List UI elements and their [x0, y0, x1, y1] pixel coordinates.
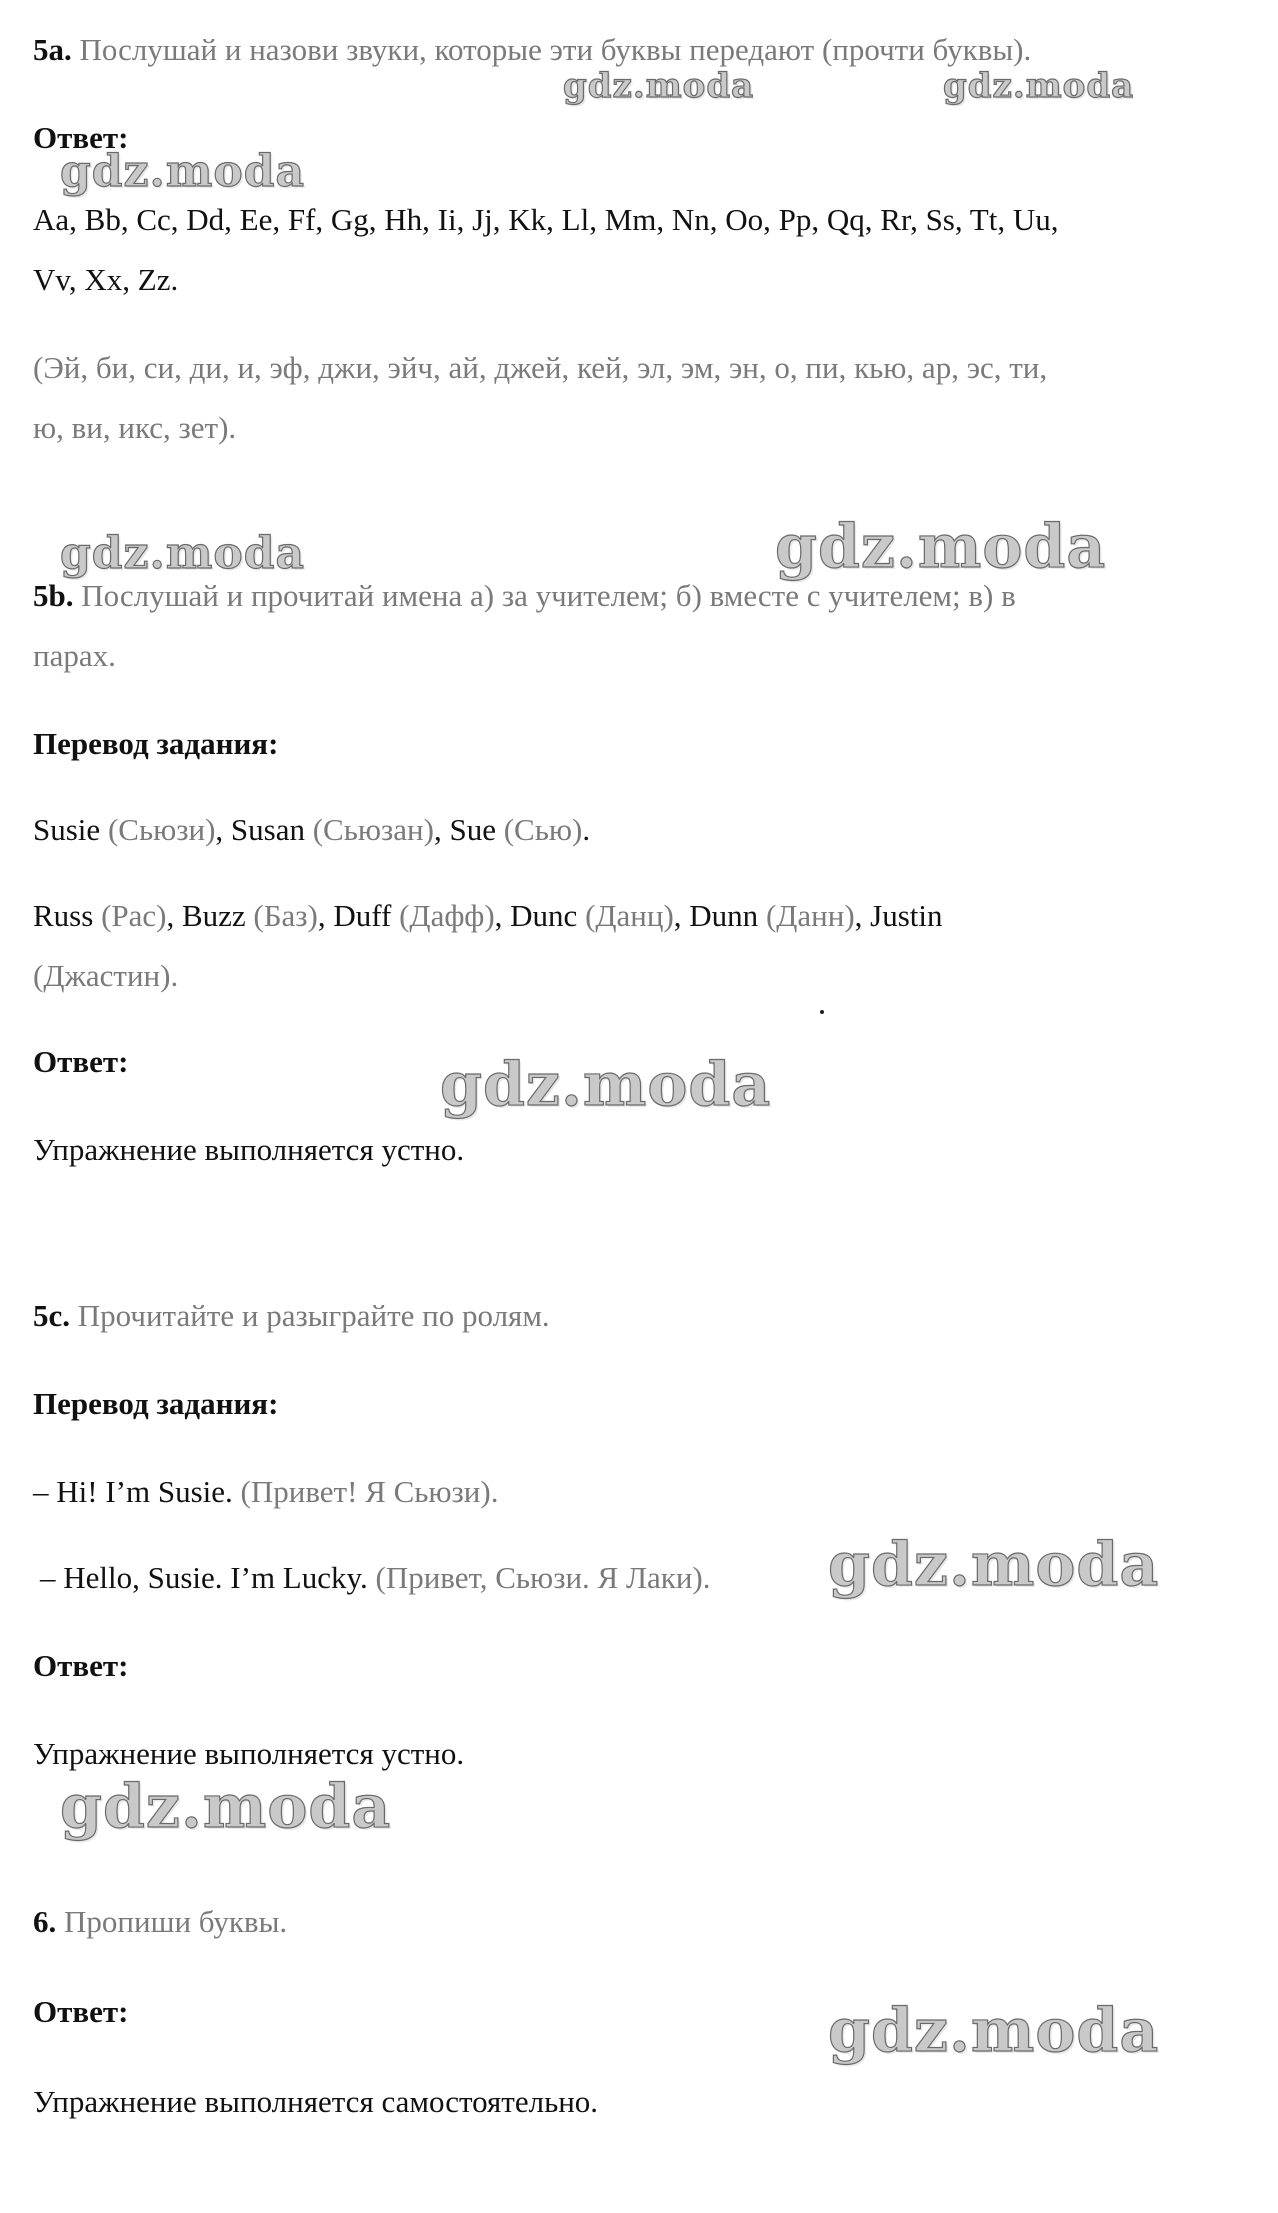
name-ru: (Сьюзан) — [312, 812, 434, 847]
answer-label-5c: Ответ: — [33, 1648, 129, 1683]
answer-label-5a: Ответ: — [33, 120, 129, 155]
watermark: gdz.moda — [60, 146, 306, 197]
name-en: Sue — [449, 812, 496, 847]
task-5b-number: 5b. — [33, 578, 74, 613]
separator: . — [582, 812, 591, 847]
answer-5b: Упражнение выполняется устно. — [33, 1132, 465, 1167]
names-line-2 — [33, 896, 943, 936]
dialogue-line-1 — [33, 1472, 498, 1512]
answer-label-5b: Ответ: — [33, 1044, 129, 1079]
task-5a-text: Послушай и назови звуки, которые эти буквы передают (прочти буквы). — [79, 32, 1032, 67]
name-en: Russ — [33, 898, 94, 933]
task-5c — [33, 1296, 550, 1336]
watermark: gdz.moda — [440, 1050, 772, 1120]
watermark: gdz.moda — [828, 1996, 1160, 2066]
dialogue-line-1-en: – Hi! I’m Susie. — [33, 1474, 233, 1509]
sounds-line-1: (Эй, би, си, ди, и, эф, джи, эйч, ай, джей, кей, эл, эм, эн, о, пи, кью, ар, эс, ти, — [33, 350, 1048, 385]
watermark: gdz.moda — [828, 1530, 1160, 1600]
answer-6: Упражнение выполняется самостоятельно. — [33, 2084, 599, 2119]
task-6-text: Пропиши буквы. — [64, 1904, 288, 1939]
translation-label-5b: Перевод задания: — [33, 726, 279, 761]
answer-5c: Упражнение выполняется устно. — [33, 1736, 465, 1771]
name-ru: (Данц) — [585, 898, 674, 933]
dialogue-line-1-ru: (Привет! Я Сьюзи). — [240, 1474, 499, 1509]
name-en: Duff — [333, 898, 392, 933]
answer-label-6: Ответ: — [33, 1994, 129, 2029]
task-6-number: 6. — [33, 1904, 57, 1939]
separator: , — [494, 898, 511, 933]
watermark: gdz.moda — [775, 512, 1107, 582]
names-line-1 — [33, 810, 590, 850]
watermark: gdz.moda — [60, 528, 306, 579]
name-ru: (Сьюзи) — [107, 812, 216, 847]
separator: , — [166, 898, 182, 933]
task-5a — [33, 30, 1031, 70]
watermark: gdz.moda — [60, 1772, 392, 1842]
name-en: Dunc — [510, 898, 578, 933]
name-en: Justin — [870, 898, 943, 933]
name-ru: (Рас) — [101, 898, 167, 933]
name-ru: (Баз) — [253, 898, 318, 933]
separator: , — [317, 898, 334, 933]
letters-line-1: Aa, Bb, Cc, Dd, Ee, Ff, Gg, Hh, Ii, Jj, Kk, Ll, Mm, Nn, Oo, Pp, Qq, Rr, Ss, Tt, Uu, — [33, 202, 1059, 237]
names-line-2-cont: (Джастин). — [33, 958, 179, 993]
separator: , — [215, 812, 231, 847]
separator: , — [854, 898, 871, 933]
watermark: gdz.moda — [943, 66, 1135, 106]
name-ru: (Сью) — [503, 812, 583, 847]
task-5c-text: Прочитайте и разыграйте по ролям. — [77, 1298, 550, 1333]
dialogue-line-2-en: – Hello, Susie. I’m Lucky. — [40, 1560, 368, 1595]
task-5c-number: 5c. — [33, 1298, 71, 1333]
name-en: Buzz — [181, 898, 246, 933]
dialogue-line-2 — [40, 1558, 710, 1598]
task-5b-text-cont: парах. — [33, 638, 116, 673]
stray-dot — [820, 1010, 824, 1014]
sounds-line-2: ю, ви, икс, зет). — [33, 410, 237, 445]
task-6 — [33, 1902, 287, 1942]
separator: , — [673, 898, 690, 933]
dialogue-line-2-ru: (Привет, Сьюзи. Я Лаки). — [375, 1560, 711, 1595]
separator: , — [433, 812, 450, 847]
watermark: gdz.moda — [563, 66, 755, 106]
translation-label-5c: Перевод задания: — [33, 1386, 279, 1421]
name-ru: (Данн) — [765, 898, 855, 933]
task-5b-text: Послушай и прочитай имена а) за учителем; б) вместе с учителем; в) в — [81, 578, 1016, 613]
name-en: Dunn — [689, 898, 759, 933]
task-5a-number: 5a. — [33, 32, 72, 67]
task-5b — [33, 576, 1016, 616]
name-ru: (Дафф) — [399, 898, 495, 933]
name-en: Susan — [230, 812, 305, 847]
name-en: Susie — [33, 812, 101, 847]
letters-line-2: Vv, Xx, Zz. — [33, 262, 179, 297]
